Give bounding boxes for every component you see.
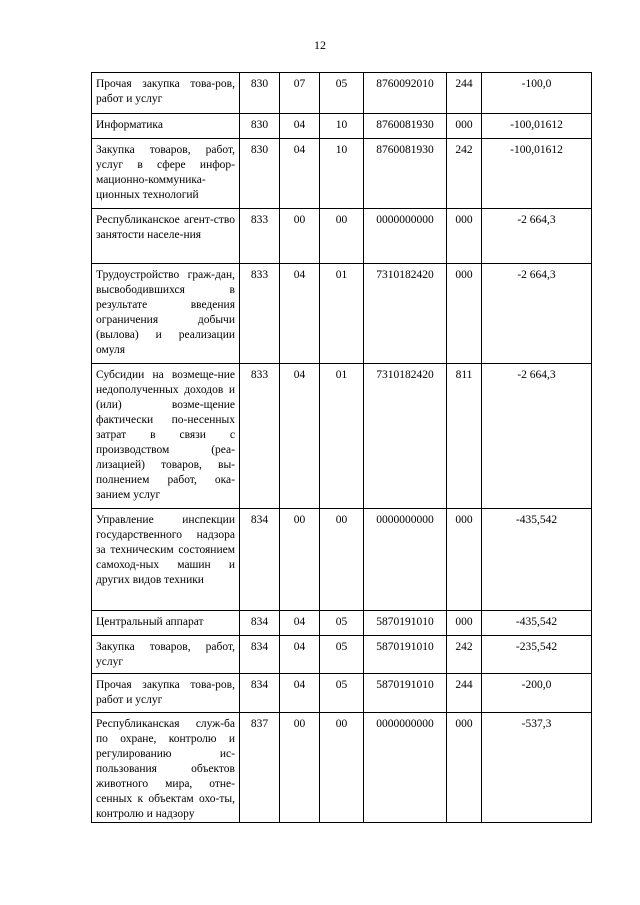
row-name-cell: Прочая закупка това-ров, работ и услуг [92,73,240,114]
section-code-cell: 00 [280,713,320,823]
expense-type-cell: 242 [447,139,482,209]
amount-cell: -2 664,3 [482,364,592,509]
row-name-cell: Республиканское агент-ство занятости населе-ния [92,209,240,264]
table-row [92,264,592,364]
ministry-code-cell: 837 [240,713,280,823]
table-row [92,114,592,139]
amount-cell: -435,542 [482,611,592,636]
ministry-code-cell: 833 [240,264,280,364]
table-row [92,674,592,713]
expense-type-cell: 244 [447,674,482,713]
subsection-code-cell: 00 [320,209,364,264]
amount-cell: -235,542 [482,636,592,674]
subsection-code-cell: 01 [320,364,364,509]
subsection-code-cell: 05 [320,674,364,713]
subsection-code-cell: 00 [320,713,364,823]
section-code-cell: 04 [280,636,320,674]
table-row [92,209,592,264]
table-row [92,611,592,636]
ministry-code-cell: 833 [240,364,280,509]
table-row [92,139,592,209]
section-code-cell: 04 [280,114,320,139]
ministry-code-cell: 834 [240,636,280,674]
table-row [92,713,592,823]
row-name-cell: Субсидии на возмеще-ние недополученных доходов и (или) возме-щение фактически по-несенных затрат в связи с производством (реа-лизацией) товаров, вы-полнением работ, ока-занием услуг [92,364,240,509]
subsection-code-cell: 10 [320,139,364,209]
row-name-cell: Закупка товаров, работ, услуг [92,636,240,674]
budget-table [91,72,592,823]
target-article-cell: 8760081930 [364,114,447,139]
section-code-cell: 00 [280,209,320,264]
row-name-cell: Информатика [92,114,240,139]
section-code-cell: 07 [280,73,320,114]
target-article-cell: 0000000000 [364,509,447,611]
row-name-cell: Республиканская служ-ба по охране, контролю и регулированию ис-пользования объектов животного мира, отне-сенных к объектам охо-ты, контролю и надзору [92,713,240,823]
subsection-code-cell: 10 [320,114,364,139]
target-article-cell: 7310182420 [364,264,447,364]
ministry-code-cell: 834 [240,509,280,611]
row-name-cell: Управление инспекции государственного надзора за техническим состоянием самоход-ных машин и других видов техники [92,509,240,611]
expense-type-cell: 000 [447,209,482,264]
row-name-cell: Закупка товаров, работ, услуг в сфере инфор-мационно-коммуника-ционных технологий [92,139,240,209]
section-code-cell: 04 [280,139,320,209]
amount-cell: -200,0 [482,674,592,713]
amount-cell: -2 664,3 [482,209,592,264]
row-name-cell: Трудоустройство граж-дан, высвободившихся в результате введения ограничения добычи (вылова) и реализации омуля [92,264,240,364]
expense-type-cell: 000 [447,509,482,611]
target-article-cell: 8760081930 [364,139,447,209]
table-row [92,509,592,611]
subsection-code-cell: 05 [320,611,364,636]
ministry-code-cell: 830 [240,139,280,209]
section-code-cell: 04 [280,264,320,364]
expense-type-cell: 000 [447,114,482,139]
target-article-cell: 0000000000 [364,713,447,823]
subsection-code-cell: 05 [320,636,364,674]
target-article-cell: 5870191010 [364,611,447,636]
row-name-cell: Центральный аппарат [92,611,240,636]
target-article-cell: 0000000000 [364,209,447,264]
expense-type-cell: 811 [447,364,482,509]
table-row [92,364,592,509]
subsection-code-cell: 05 [320,73,364,114]
table-row [92,73,592,114]
amount-cell: -537,3 [482,713,592,823]
ministry-code-cell: 834 [240,611,280,636]
section-code-cell: 00 [280,509,320,611]
target-article-cell: 5870191010 [364,636,447,674]
ministry-code-cell: 830 [240,73,280,114]
subsection-code-cell: 00 [320,509,364,611]
amount-cell: -435,542 [482,509,592,611]
ministry-code-cell: 830 [240,114,280,139]
target-article-cell: 5870191010 [364,674,447,713]
subsection-code-cell: 01 [320,264,364,364]
section-code-cell: 04 [280,674,320,713]
row-name-cell: Прочая закупка това-ров, работ и услуг [92,674,240,713]
expense-type-cell: 244 [447,73,482,114]
ministry-code-cell: 834 [240,674,280,713]
expense-type-cell: 000 [447,611,482,636]
expense-type-cell: 000 [447,713,482,823]
amount-cell: -100,01612 [482,114,592,139]
target-article-cell: 8760092010 [364,73,447,114]
table-body [92,73,592,823]
section-code-cell: 04 [280,611,320,636]
section-code-cell: 04 [280,364,320,509]
table-row [92,636,592,674]
expense-type-cell: 242 [447,636,482,674]
page-number: 12 [314,38,326,52]
expense-type-cell: 000 [447,264,482,364]
amount-cell: -100,01612 [482,139,592,209]
amount-cell: -100,0 [482,73,592,114]
ministry-code-cell: 833 [240,209,280,264]
amount-cell: -2 664,3 [482,264,592,364]
target-article-cell: 7310182420 [364,364,447,509]
